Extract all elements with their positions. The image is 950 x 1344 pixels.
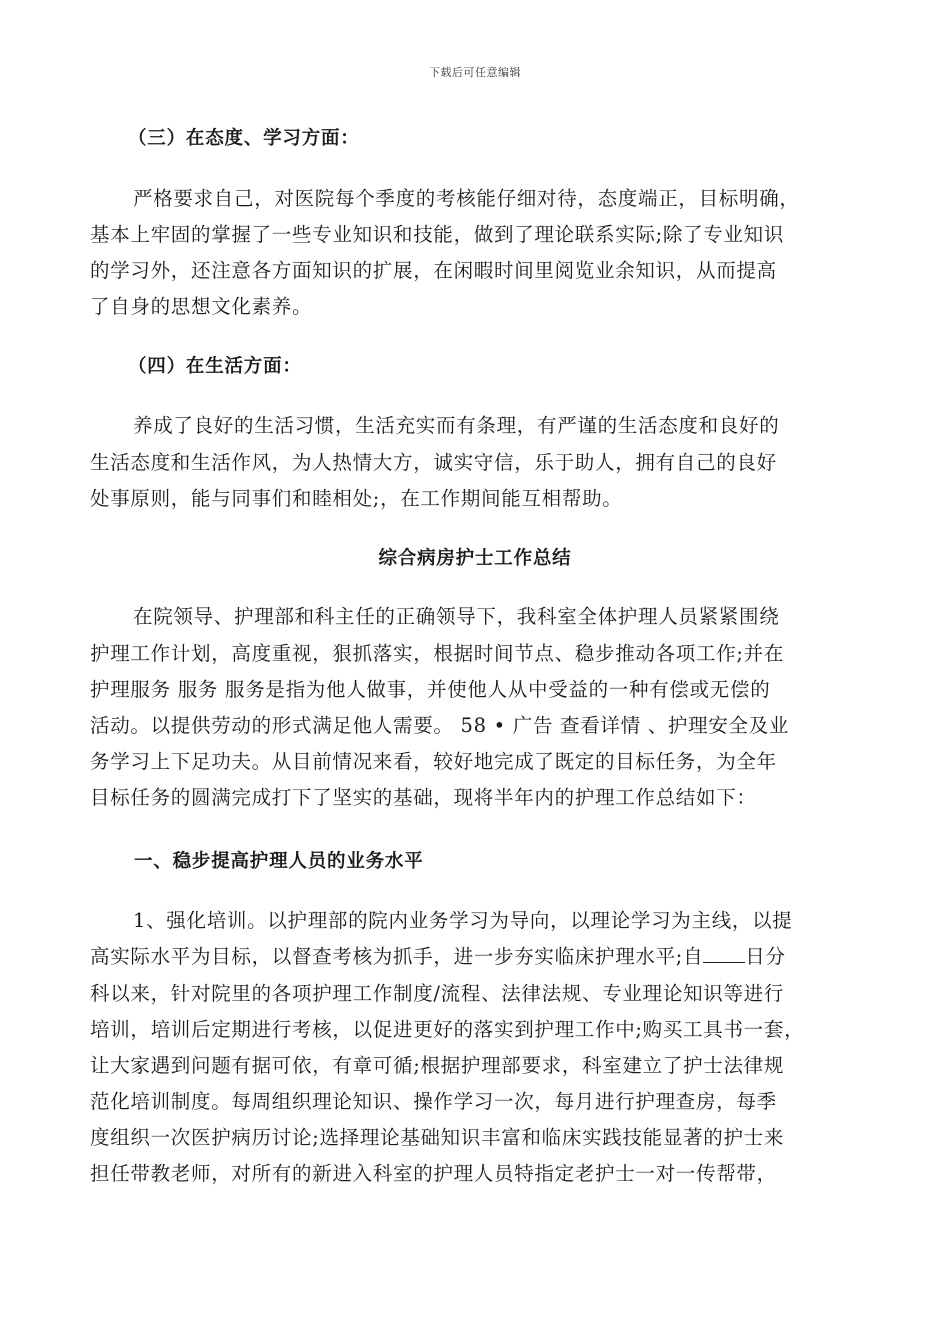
header-note: 下载后可任意编辑: [429, 66, 521, 79]
document-title: 综合病房护士工作总结: [378, 548, 572, 569]
section-heading-attitude: （三）在态度、学习方面：: [128, 128, 360, 149]
paragraph-line: 活动。以提供劳动的形式满足他人需要。 58 • 广告 查看详情 、护理安全及业: [90, 714, 790, 737]
paragraph-line: 生活态度和生活作风，为人热情大方，诚实守信，乐于助人，拥有自己的良好: [90, 451, 777, 474]
paragraph-line: 养成了良好的生活习惯，生活充实而有条理，有严谨的生活态度和良好的: [133, 414, 780, 437]
section-heading-part1: 一、稳步提高护理人员的业务水平: [134, 851, 424, 872]
paragraph-line: 1、强化培训。以护理部的院内业务学习为导向，以理论学习为主线，以提: [133, 909, 793, 932]
paragraph-line: 了自身的思想文化素养。: [90, 295, 313, 318]
paragraph-line: 严格要求自己，对医院每个季度的考核能仔细对待，态度端正，目标明确，: [133, 187, 800, 210]
paragraph-line: 培训，培训后定期进行考核，以促进更好的落实到护理工作中;购买工具书一套，: [90, 1018, 805, 1041]
paragraph-line: 处事原则，能与同事们和睦相处;，在工作期间能互相帮助。: [90, 487, 623, 510]
paragraph-line: 的学习外，还注意各方面知识的扩展，在闲暇时间里阅览业余知识，从而提高: [90, 259, 777, 282]
paragraph-line: 护理工作计划，高度重视，狠抓落实，根据时间节点、稳步推动各项工作;并在: [90, 642, 785, 665]
section-heading-life: （四）在生活方面：: [128, 356, 302, 377]
paragraph-line-part: 高实际水平为目标，以督查考核为抓手，进一步夯实临床护理水平;自: [90, 945, 704, 968]
paragraph-line-with-blank: [90, 944, 786, 970]
fill-in-blank: [703, 944, 745, 963]
paragraph-line: 基本上牢固的掌握了一些专业知识和技能，做到了理论联系实际;除了专业知识: [90, 223, 785, 246]
paragraph-line: 护理服务 服务 服务是指为他人做事，并使他人从中受益的一种有偿或无偿的: [90, 678, 771, 701]
paragraph-line: 在院领导、护理部和科主任的正确领导下，我科室全体护理人员紧紧围绕: [133, 605, 780, 628]
paragraph-line: 目标任务的圆满完成打下了坚实的基础，现将半年内的护理工作总结如下：: [90, 786, 757, 809]
paragraph-line: 度组织一次医护病历讨论;选择理论基础知识丰富和临床实践技能显著的护士来: [90, 1126, 785, 1149]
paragraph-line-part: 日分: [745, 945, 786, 968]
paragraph-line: 范化培训制度。每周组织理论知识、操作学习一次，每月进行护理查房，每季: [90, 1090, 777, 1113]
paragraph-line: 让大家遇到问题有据可依，有章可循;根据护理部要求，科室建立了护士法律规: [90, 1054, 785, 1077]
paragraph-line: 科以来，针对院里的各项护理工作制度/流程、法律法规、专业理论知识等进行: [90, 982, 785, 1005]
paragraph-line: 担任带教老师，对所有的新进入科室的护理人员特指定老护士一对一传帮带，: [90, 1162, 777, 1185]
paragraph-line: 务学习上下足功夫。从目前情况来看，较好地完成了既定的目标任务，为全年: [90, 750, 777, 773]
